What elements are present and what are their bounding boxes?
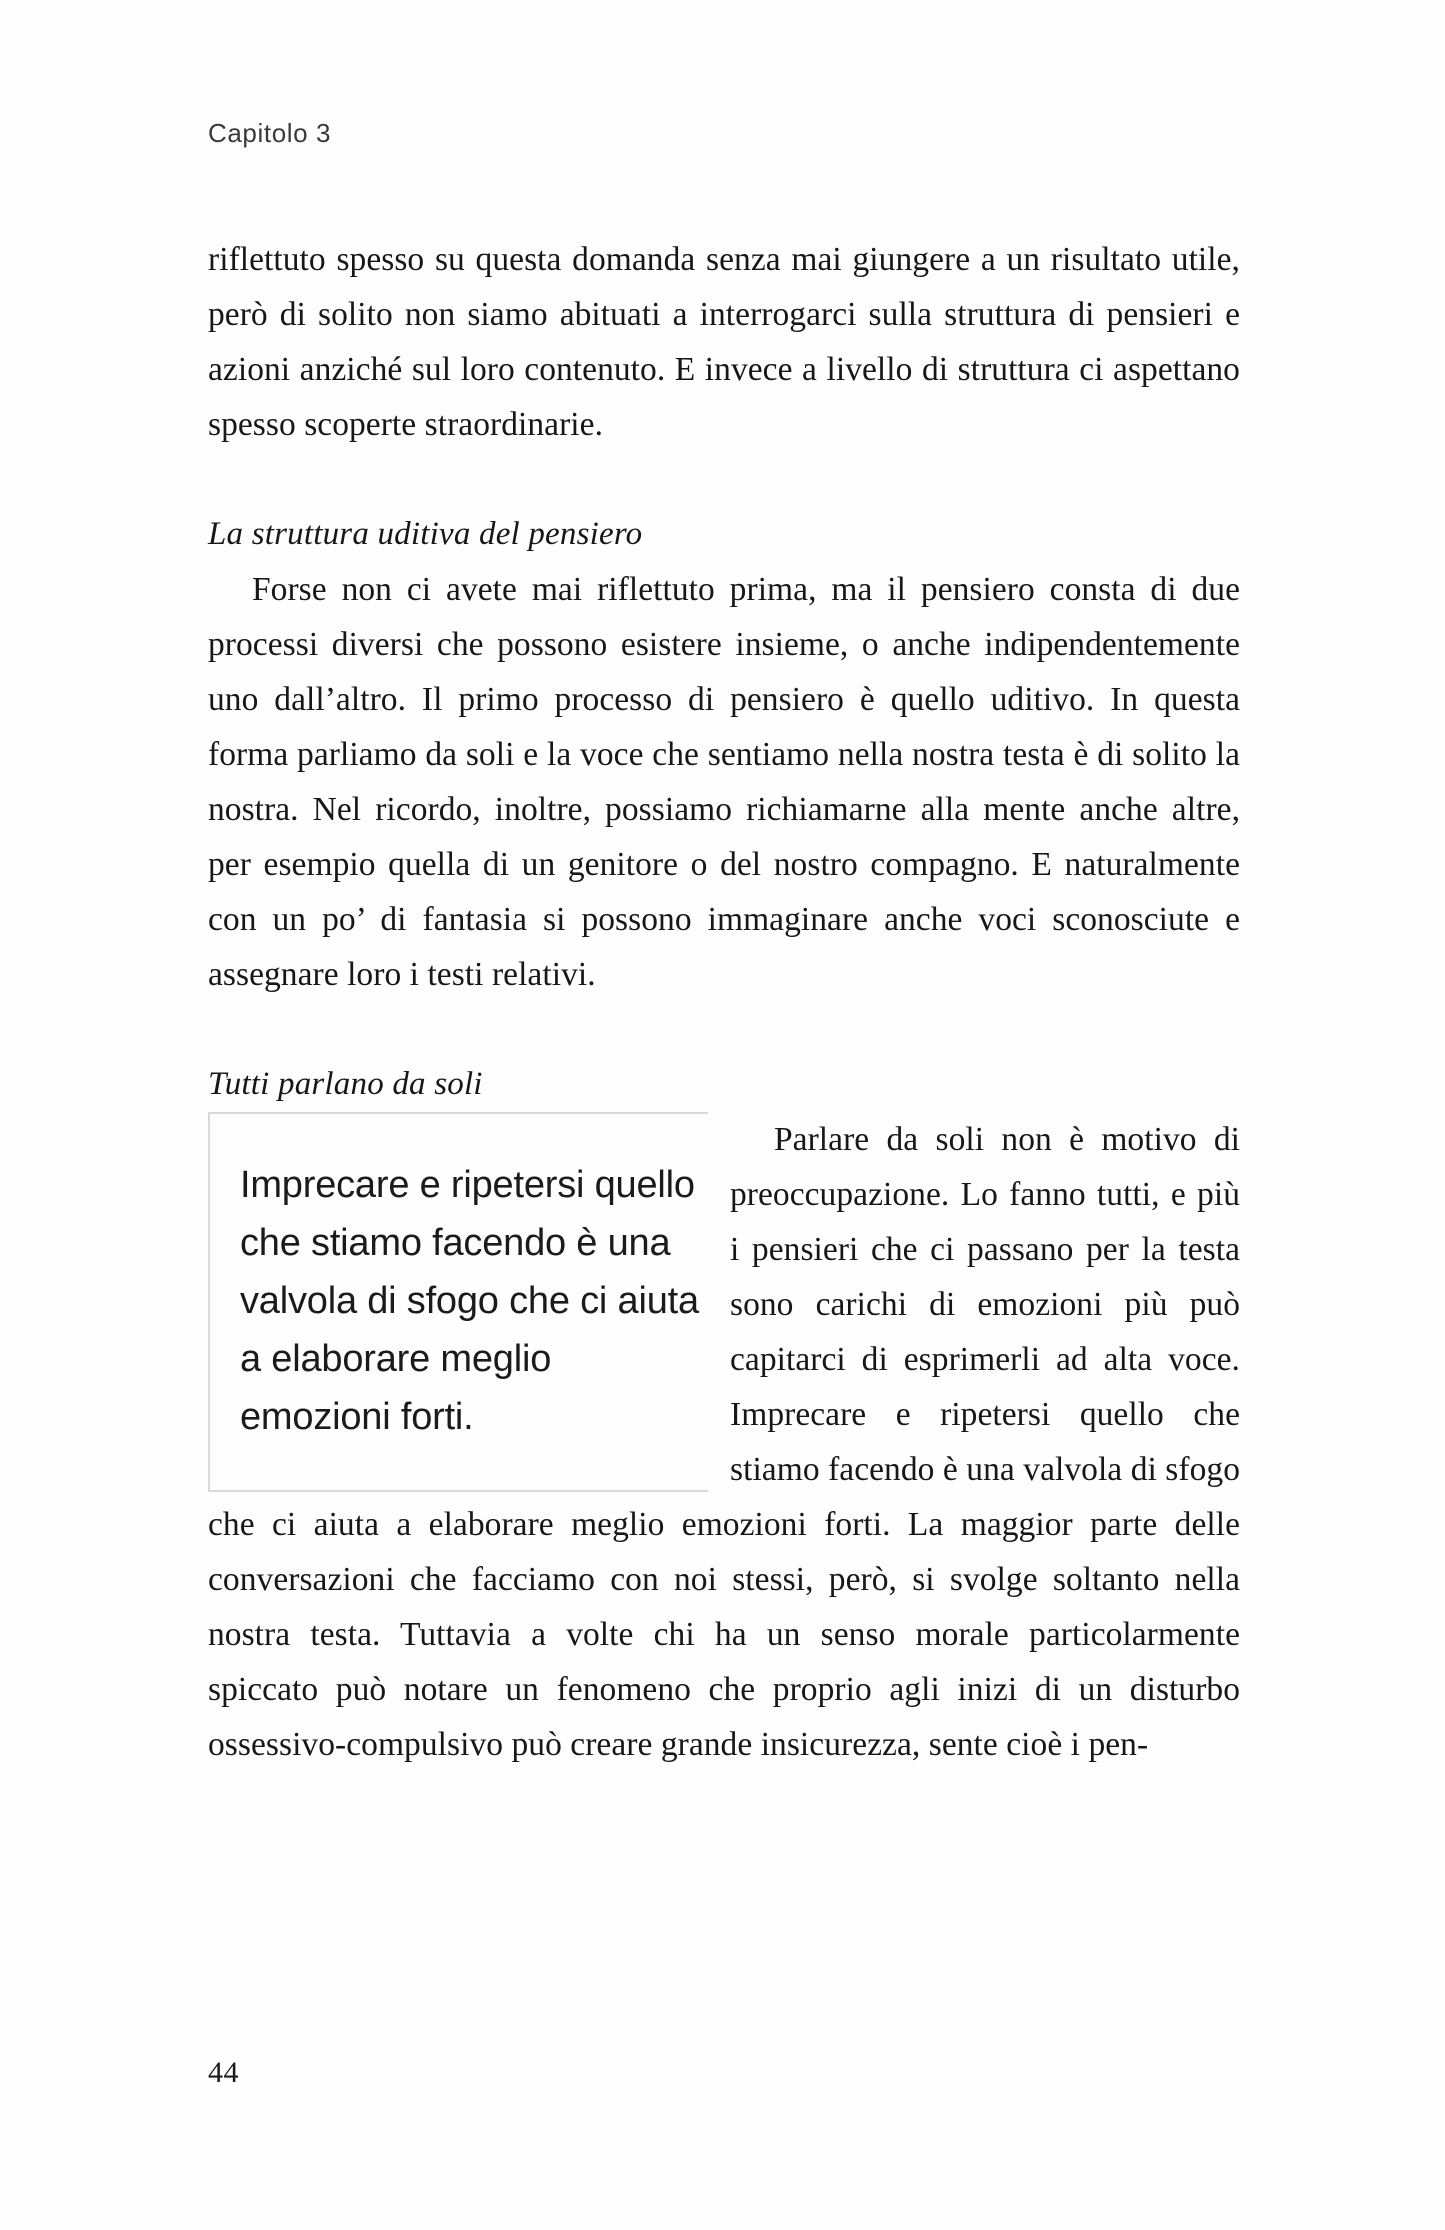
paragraph-pensiero-uditivo-text: Forse non ci avete mai riflettuto prima, ma il pensiero consta di due processi diversi che possono esistere insieme, o anche indipendentemente uno dall’altro. Il primo processo di pensiero è quello uditivo. In questa forma parliamo da soli e la voce che sentiamo nella nostra testa è di solito la nostra. Nel ricordo, inoltre, possiamo richiamarne alla mente anche altre, per esempio quella di un genitore o del nostro compagno. E naturalmente con un po’ di fantasia si possono immaginare anche voci sconosciute e assegnare loro i testi relativi. <box>208 571 1240 993</box>
page-number: 44 <box>208 2056 239 2089</box>
paragraph-pensiero-uditivo <box>208 562 1240 1002</box>
paragraph-spacer <box>208 452 1240 507</box>
pull-quote-text: Imprecare e ripetersi quello che stiamo facendo è una valvola di sfogo che ci aiuta a elaborare meglio emozioni forti. <box>240 1164 699 1438</box>
paragraph-opening: riflettuto spesso su questa domanda senza mai giungere a un risultato utile, però di solito non siamo abituati a interrogarci sulla struttura di pensieri e azioni anziché sul loro contenuto. E invece a livello di struttura ci aspettano spesso scoperte straordinarie. <box>208 241 1240 443</box>
pull-quote-box <box>208 1112 708 1492</box>
running-head: Capitolo 3 <box>208 118 332 148</box>
paragraph-parlare-da-soli-text: Parlare da soli non è motivo di preoccupazione. Lo fanno tutti, e più i pensieri che ci passano per la testa sono carichi di emozioni più può capitarci di esprimerli ad alta voce. Imprecare e ripetersi quello che stiamo facendo è una valvola di sfogo che ci aiuta a elaborare meglio emozioni forti. La maggior parte delle conversazioni che facciamo con noi stessi, però, si svolge soltanto nella nostra testa. Tuttavia a volte chi ha un senso morale particolarmente spiccato può notare un fenomeno che proprio agli inizi di un disturbo ossessivo-compulsivo può creare grande insicurezza, sente cioè i pen- <box>208 1121 1240 1763</box>
subheading-tutti-parlano: Tutti parlano da soli <box>208 1066 483 1102</box>
wrapped-block <box>208 1112 1240 1772</box>
paragraph-spacer <box>208 1002 1240 1057</box>
text-column <box>208 232 1240 1772</box>
subheading-struttura-uditiva: La struttura uditiva del pensiero <box>208 516 643 552</box>
